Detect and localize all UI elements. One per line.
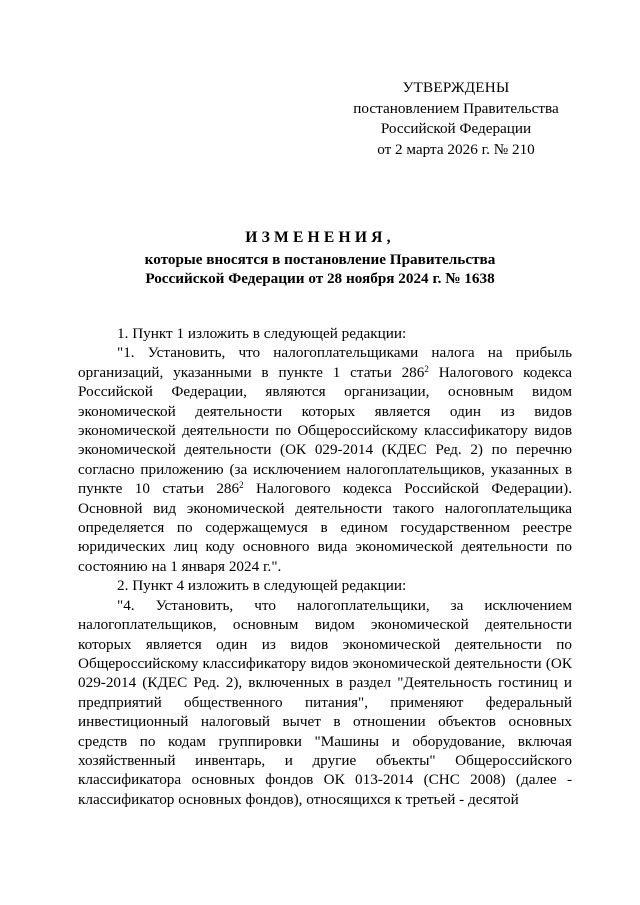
text-run: Налогового кодекса Российской Федерации, являются организации, основным видом экономической деятельности которых является один из видов экономической деятельности по Общероссийскому классификатору видов экономической деятельности (ОК 029-2014 (КДЕС Ред. 2) по перечню согласно приложению (за исключением налогоплательщиков, указанных в пункте 10 статьи 286 — [78, 363, 573, 498]
approval-block — [340, 78, 572, 160]
item-2-text: "4. Установить, что налогоплательщики, за исключением налогоплательщиков, основным видом экономической деятельности которых является один из видов экономической деятельности по Общероссийскому классификатору видов экономической деятельности (ОК 029-2014 (КДЕС Ред. 2), включенных в раздел "Деятельность гостиниц и предприятий общественного питания", применяют федеральный инвестиционный налоговый вычет в отношении объектов основных средств по кодам группировки "Машины и оборудование, включая хозяйственный инвентарь, и другие объекты" Общероссийского классификатора основных фондов ОК 013-2014 (СНС 2008) (далее - классификатор основных фондов), относящихся к третьей - десятой — [78, 596, 572, 808]
item-1-text — [78, 343, 572, 576]
title-main: ИЗМЕНЕНИЯ, — [245, 229, 395, 246]
superscript: 2 — [424, 363, 429, 374]
approval-line: постановлением Правительства — [353, 99, 559, 117]
title-subtitle-line: Российской Федерации от 28 ноября 2024 г. № 1638 — [145, 270, 495, 288]
approval-date: от 2 марта 2026 г. № 210 — [377, 140, 535, 158]
document-title — [90, 228, 550, 289]
title-subtitle-line: которые вносятся в постановление Правительства — [144, 251, 496, 268]
document-body — [78, 324, 572, 809]
superscript: 2 — [239, 480, 244, 491]
approval-line: Российской Федерации — [380, 120, 532, 137]
item-2-heading: 2. Пункт 4 изложить в следующей редакции: — [117, 577, 407, 595]
text-run: "1. Установить, что налогоплательщиками налога на прибыль организаций, указанными в пункте 1 статьи 286 — [78, 344, 572, 381]
approval-heading: УТВЕРЖДЕНЫ — [402, 79, 510, 96]
item-1-heading: 1. Пункт 1 изложить в следующей редакции: — [117, 325, 407, 342]
text-run: Налогового кодекса Российской Федерации). Основной вид экономической деятельности такого налогоплательщика определяется по содержащемуся в едином государственном реестре юридических лиц коду основного вида экономической деятельности по состоянию на 1 января 2024 г.". — [78, 480, 572, 575]
